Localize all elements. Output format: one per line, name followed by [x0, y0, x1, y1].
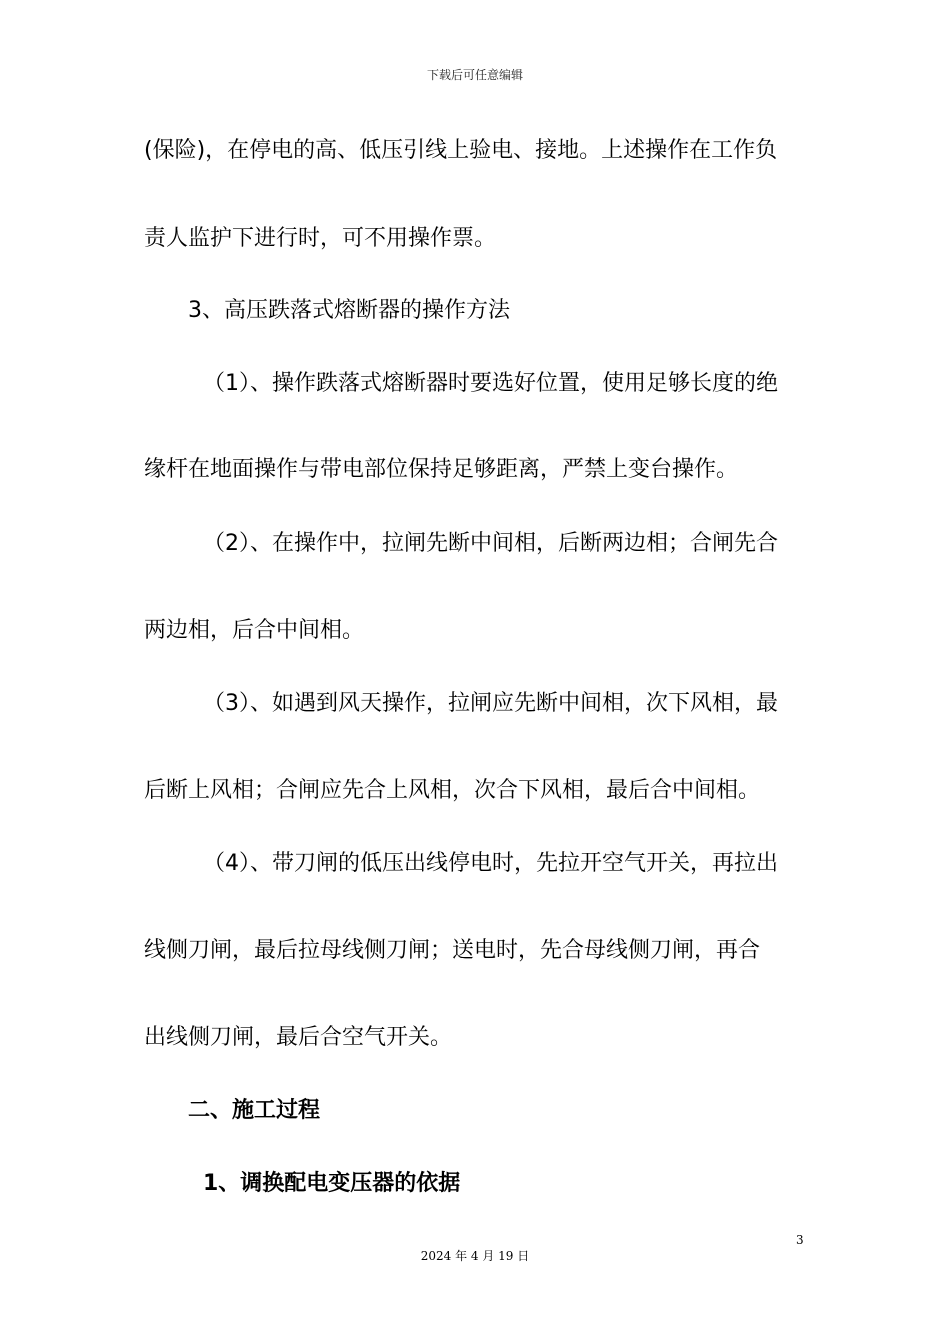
paragraph-line: （3）、如遇到风天操作，拉闸应先断中间相，次下风相，最	[203, 691, 778, 716]
paragraph-line: （4）、带刀闸的低压出线停电时，先拉开空气开关，再拉出	[203, 851, 778, 876]
footer-date: 2024 年 4 月 19 日	[420, 1249, 530, 1263]
paragraph-line: 责人监护下进行时，可不用操作票。	[144, 226, 497, 251]
page-number: 3	[796, 1233, 804, 1247]
paragraph-line: 缘杆在地面操作与带电部位保持足够距离，严禁上变台操作。	[144, 457, 739, 482]
paragraph-line: (保险)，在停电的高、低压引线上验电、接地。上述操作在工作负	[144, 138, 778, 163]
paragraph-line: 出线侧刀闸，最后合空气开关。	[144, 1025, 453, 1050]
subheading-line: 3、高压跌落式熔断器的操作方法	[188, 298, 510, 323]
paragraph-line: 线侧刀闸，最后拉母线侧刀闸；送电时，先合母线侧刀闸，再合	[144, 938, 761, 963]
paragraph-line: 两边相，后合中间相。	[144, 618, 365, 643]
paragraph-line: （1）、操作跌落式熔断器时要选好位置，使用足够长度的绝	[203, 371, 778, 396]
paragraph-line: 后断上风相；合闸应先合上风相，次合下风相，最后合中间相。	[144, 778, 761, 803]
paragraph-line: （2）、在操作中，拉闸先断中间相，后断两边相；合闸先合	[203, 531, 778, 556]
subsection-heading: 1、调换配电变压器的依据	[203, 1171, 461, 1196]
section-heading: 二、施工过程	[188, 1098, 321, 1123]
page-header: 下载后可任意编辑	[426, 68, 523, 82]
